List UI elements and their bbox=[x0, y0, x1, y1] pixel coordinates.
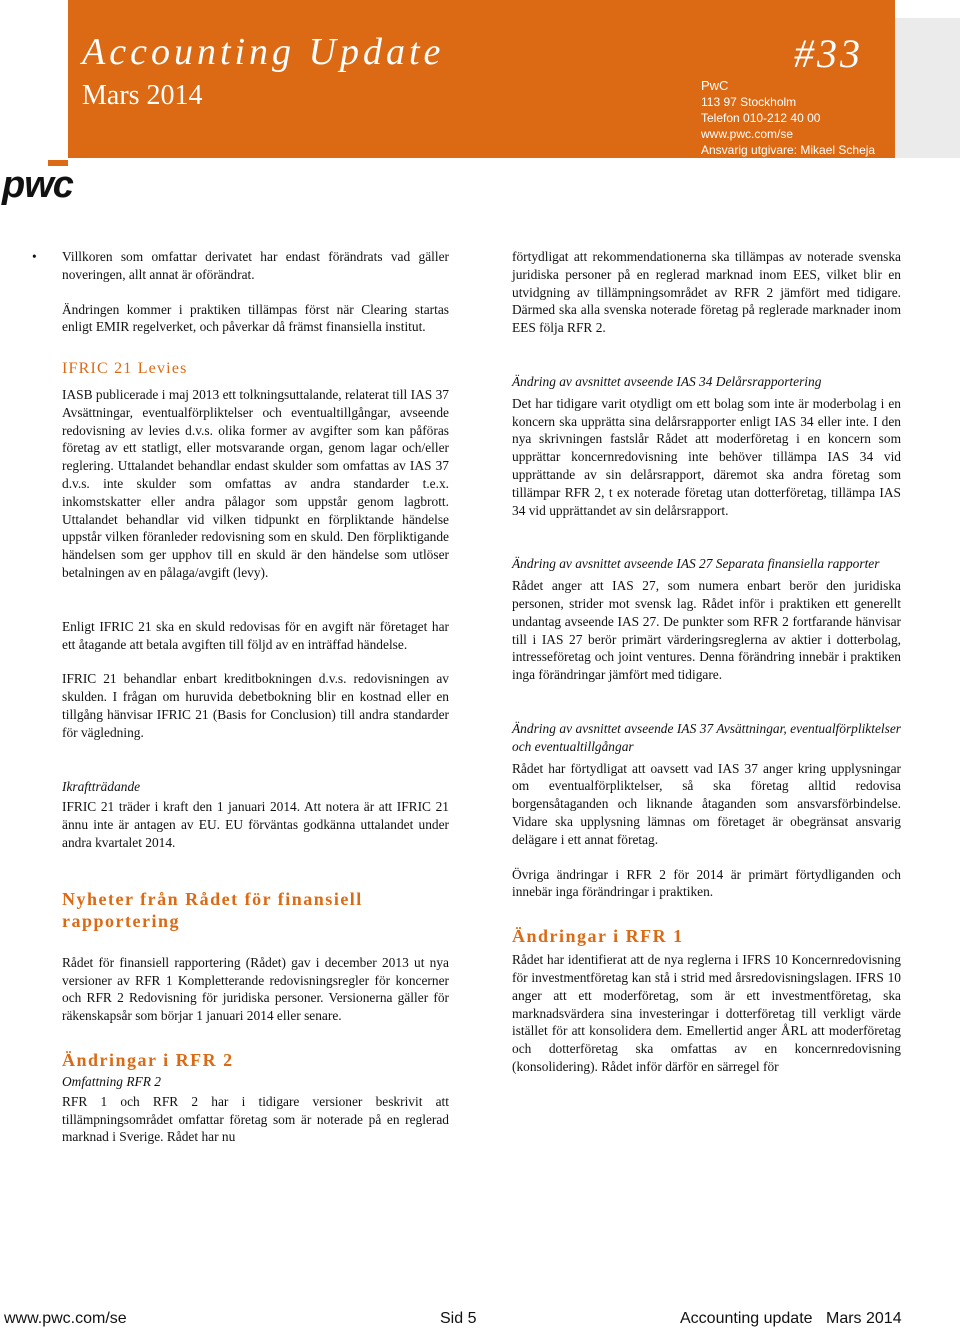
footer-web-link[interactable]: www.pwc.com/se bbox=[4, 1310, 127, 1327]
right-column bbox=[512, 248, 901, 1076]
bullet-text: Villkoren som omfattar derivatet har endast förändrats vad gäller noveringen, allt annat är oförändrat. bbox=[62, 249, 449, 282]
section-heading: Nyheter från Rådet för finansiell rapportering bbox=[62, 888, 363, 931]
contact-responsible: Ansvarig utgivare: Mikael Scheja bbox=[701, 143, 876, 157]
footer-title: Accounting update bbox=[680, 1310, 813, 1327]
header-side-panel bbox=[895, 18, 960, 158]
subheading: Ändring av avsnittet avseende IAS 27 Separata finansiella rapporter bbox=[512, 556, 880, 572]
paragraph: Det har tidigare varit otydligt om ett bolag som inte är moderbolag i en koncern ska upprätta sina delårsrapporter enligt IAS 34 eller inte. I den nya skrivningen fastslår Rådet att moderföretag i en koncern som upprättar koncernredovisning inte behöver tillämpa IAS 34 vid upprättande av sin delårsrapport, däremot ska andra företag som tillämpar RFR 2, t ex noterade företag utan dotterföretag, tillämpa IAS 34 vid upprättandet av sin delårsrapport. bbox=[512, 395, 901, 518]
section-heading: Ändringar i RFR 2 bbox=[62, 1049, 234, 1070]
contact-address: 113 97 Stockholm bbox=[701, 95, 797, 109]
issue-date: Mars 2014 bbox=[82, 80, 203, 111]
contact-block bbox=[701, 78, 875, 158]
paragraph: IFRIC 21 behandlar enbart kreditbokningen d.v.s. redovisningen av skulden. I frågan om huruvida debetbokning blir en kostnad eller en tillgång hänvisar IFRIC 21 (Basis for Conclusion) till andra standarder för vägledning. bbox=[62, 671, 449, 740]
pwc-logo: pwc bbox=[2, 164, 73, 206]
paragraph: Rådet anger att IAS 27, som numera enbart berör den juridiska personen, strider mot svensk lag. Rådet inför i praktiken ett generellt undantag avseende IAS 27. De punkter som RFR 2 fortfarande hänvisar till i IAS 27 berör primärt värderingsreglerna av aktier i dotterbolag, intresseföretag och joint ventures. Denna förändring innebär i praktiken inga förändringar jämfört med tidigare. bbox=[512, 578, 901, 683]
left-column bbox=[32, 248, 449, 1146]
paragraph: RFR 1 och RFR 2 har i tidigare versioner beskrivit att tillämpningsområdet omfattar företag som är noterade på en reglerad marknad i Sverige. Rådet har nu bbox=[62, 1093, 449, 1145]
paragraph: Rådet har identifierat att de nya reglerna i IFRS 10 Koncernredovisning för investmentföretag kan stå i strid med årsredovisningslagen. IFRS 10 anger att ett moderföretag, som är ett investmentföretag, ska marknadsvärdera sina investeringar i dotterföretag till verkligt värde istället för att konsolidera dem. Emellertid anger ÅRL att moderföretag och dotterföretag ska omfattas av en koncernredovisning (konsolidering). Rådet inför därför en särregel för bbox=[512, 952, 901, 1074]
paragraph: Ändringen kommer i praktiken tillämpas först när Clearing startas enligt EMIR regelverket, och påverkar då främst finansiella institut. bbox=[62, 301, 449, 335]
subheading: Omfattning RFR 2 bbox=[62, 1073, 161, 1089]
contact-web-link[interactable]: www.pwc.com/se bbox=[701, 127, 794, 141]
subheading: Ändring av avsnittet avseende IAS 34 Delårsrapportering bbox=[512, 373, 822, 389]
section-heading: Ändringar i RFR 1 bbox=[512, 926, 684, 947]
header-banner bbox=[68, 0, 895, 158]
contact-phone: Telefon 010-212 40 00 bbox=[701, 111, 821, 125]
newsletter-title: Accounting Update bbox=[82, 31, 445, 73]
footer-date: Mars 2014 bbox=[826, 1310, 902, 1327]
paragraph: IASB publicerade i maj 2013 ett tolkningsuttalande, relaterat till IAS 37 Avsättningar, eventualförpliktelser och eventualtillgångar, avseende redovisning av levies d.v.s. olika former av avgifter som kan påföras företag av ett statligt, eller motsvarande organ, genom lagar och/eller reglering. Uttalandet behandlar endast skulder som omfattas av IAS 37 d.v.s. inte skulder som omfattas av andra standarder t.e.x. inkomstskatter eller andra pålagor som uppstår genom lagbrott. Uttalandet behandlar vid vilken tidpunkt en förpliktande händelse uppstår vilken föranleder redovisning som en skuld. Den förpliktigande händelsen som ger upphov till en skuld är den händelse som utlöser betalningen av en pålaga/avgift (levy). bbox=[62, 386, 449, 580]
issue-number: #33 bbox=[794, 31, 863, 76]
paragraph: förtydligat att rekommendationerna ska tillämpas av noterade svenska juridiska personer på en reglerad marknad inom EES, vilket blir en utvidgning av tillämpningsområdet av RFR 2 jämfört med tidigare. Därmed ska alla svenska noterade företag på reglerade marknader inom EES följa RFR 2. bbox=[512, 249, 901, 336]
bullet-icon: • bbox=[32, 249, 37, 264]
paragraph: Rådet har förtydligat att oavsett vad IAS 37 anger kring upplysningar om eventualförpliktelser, så ska företag alltid redovisa borgensåtaganden och liknande åtaganden som ansvarsförbindelse. Vidare ska upplysning lämnas om företaget är obegränsat ansvarig delägare i ett annat företag. bbox=[512, 760, 901, 847]
contact-org: PwC bbox=[701, 78, 729, 93]
paragraph: Övriga ändringar i RFR 2 för 2014 är primärt förtydliganden och innebär inga förändringar i praktiken. bbox=[512, 866, 901, 900]
subheading: Ikraftträdande bbox=[62, 778, 141, 794]
page-number: Sid 5 bbox=[440, 1310, 477, 1327]
subheading: Ändring av avsnittet avseende IAS 37 Avsättningar, eventualförpliktelser och eventualtillgångar bbox=[512, 720, 901, 754]
paragraph: Rådet för finansiell rapportering (Rådet) gav i december 2013 ut nya versioner av RFR 1 Kompletterande redovisningsregler för koncerner och RFR 2 Redovisning för juridiska personer. Versionerna gäller för räkenskapsår som börjar 1 januari 2014 eller senare. bbox=[62, 954, 449, 1024]
paragraph: Enligt IFRIC 21 ska en skuld redovisas för en avgift när företaget har ett åtagande att betala avgiften till följd av en inträffad händelse. bbox=[62, 618, 449, 652]
bullet-item bbox=[32, 248, 449, 284]
section-heading: IFRIC 21 Levies bbox=[62, 360, 188, 378]
paragraph: IFRIC 21 träder i kraft den 1 januari 2014. Att notera är att IFRIC 21 ännu inte är antagen av EU. EU förväntas godkänna uttalandet under andra kvartalet 2014. bbox=[62, 799, 449, 850]
